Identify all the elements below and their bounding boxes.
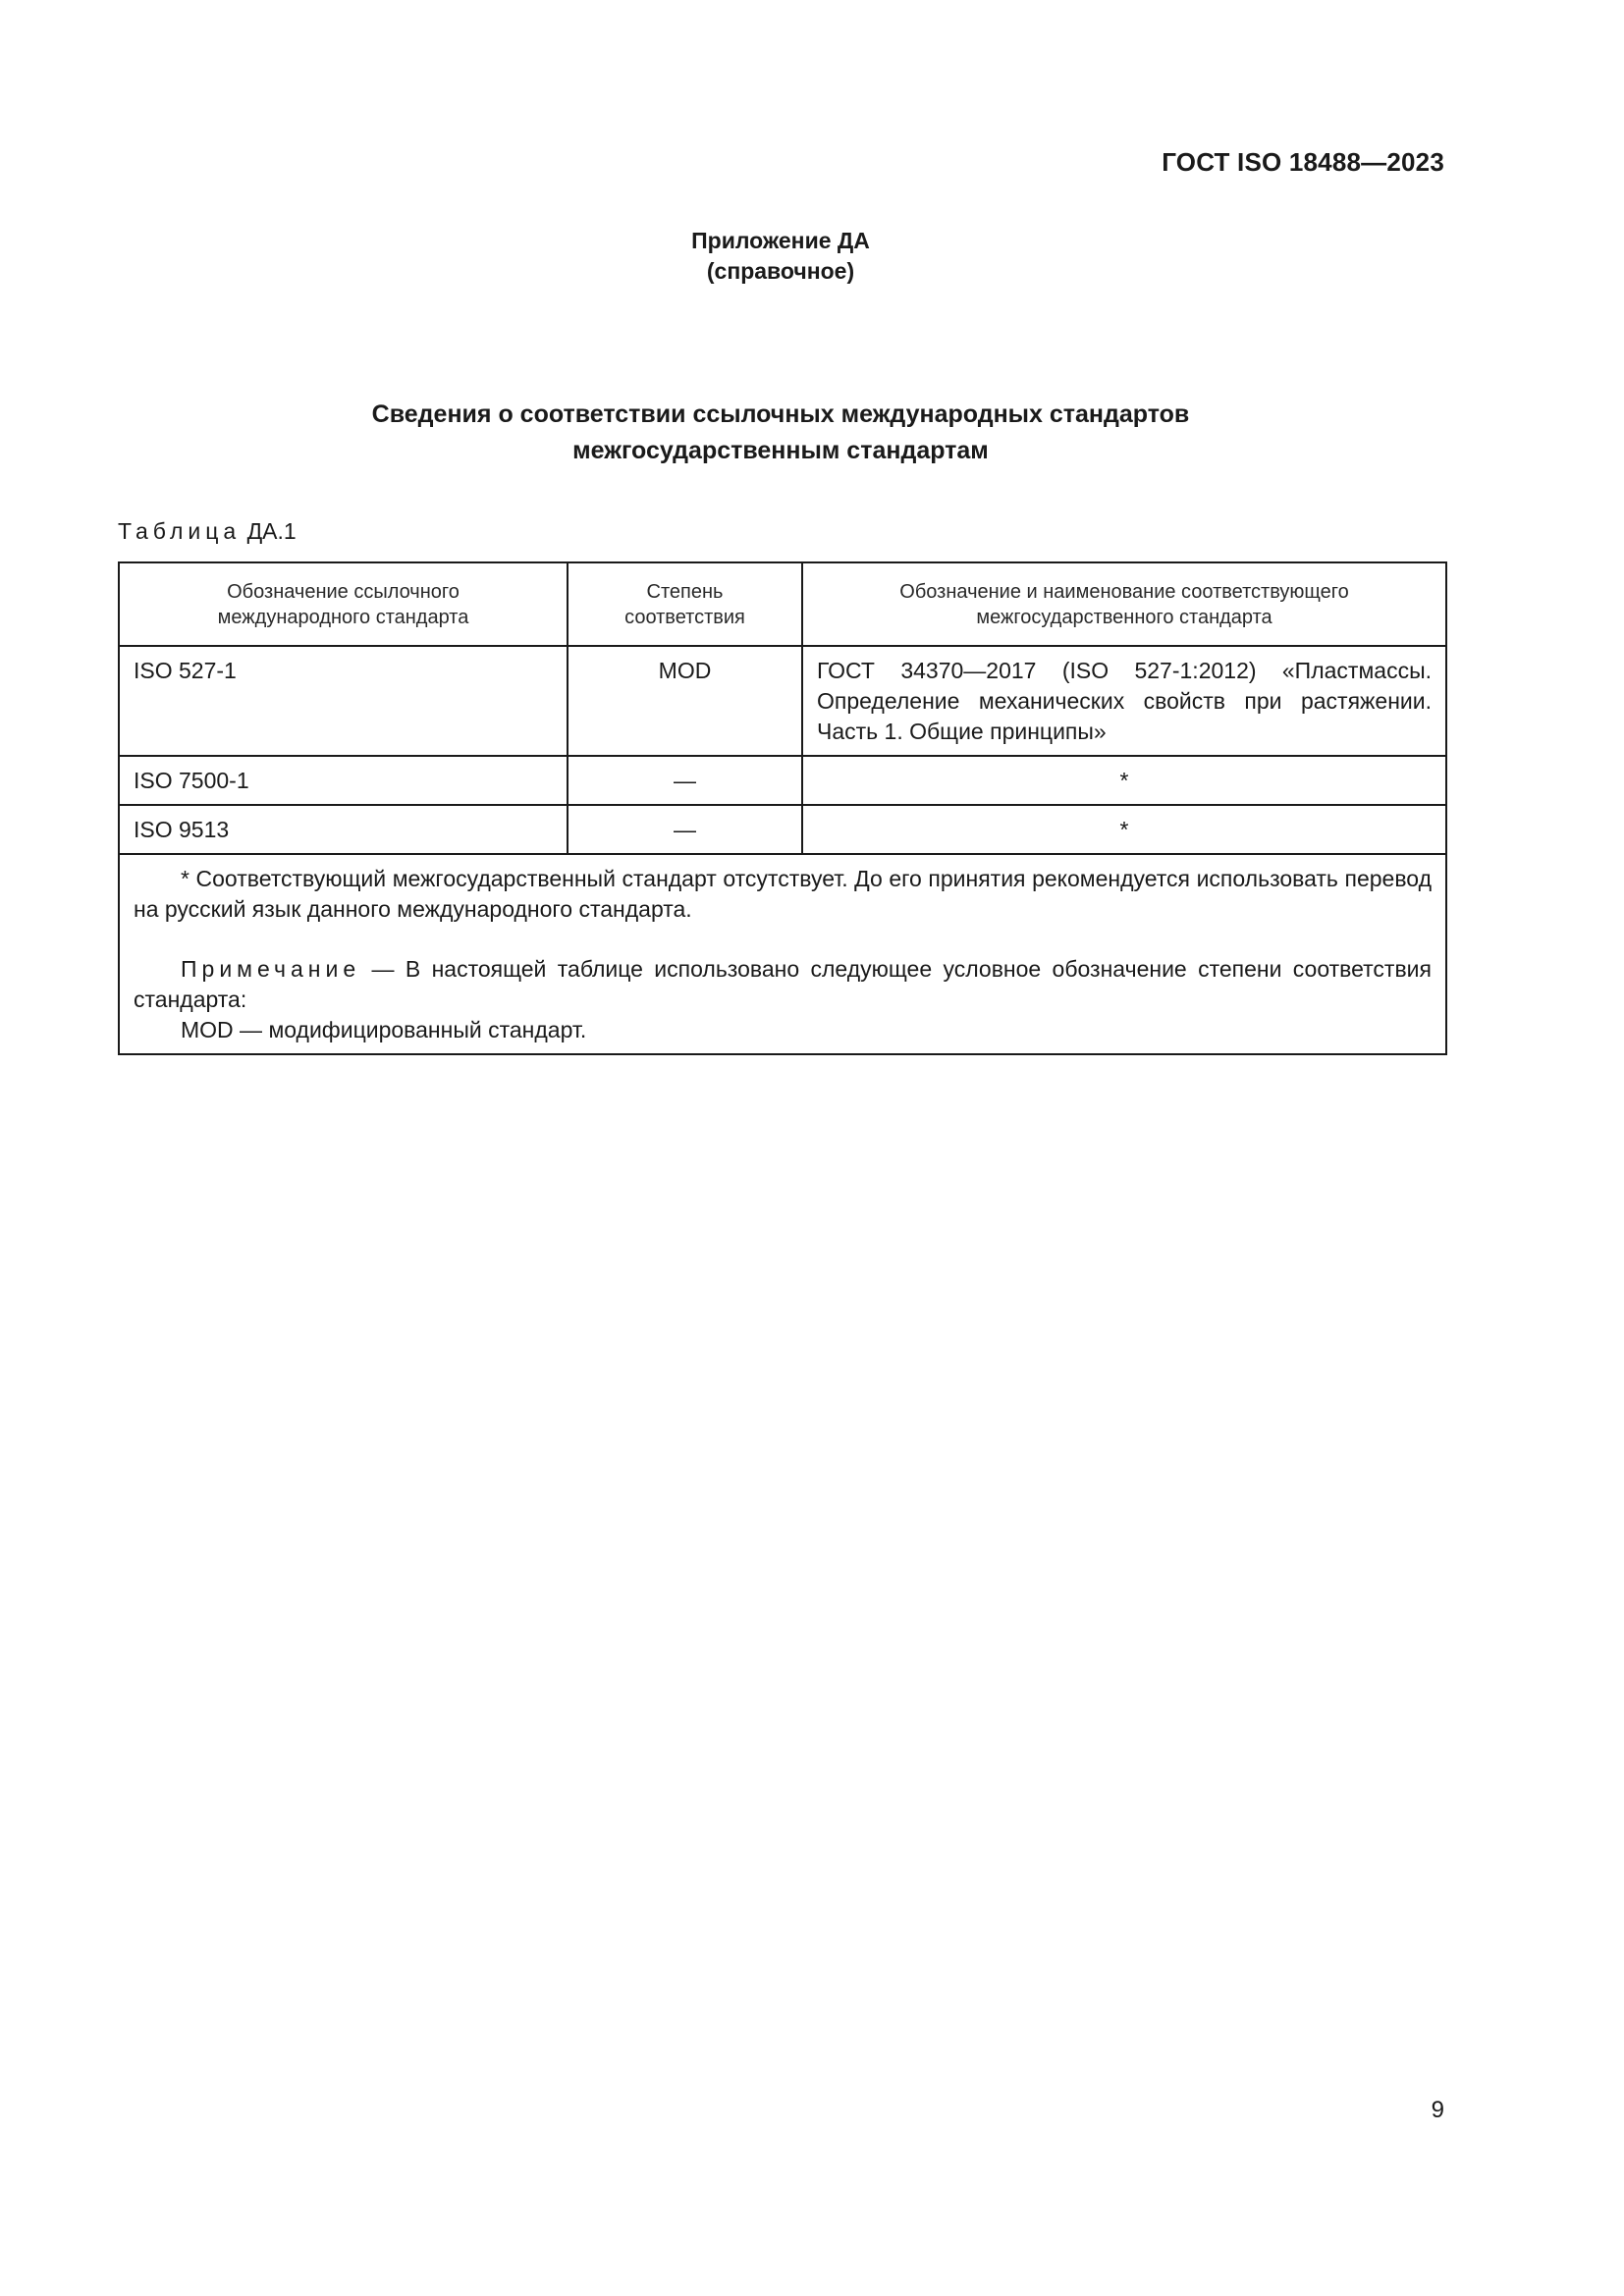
cell-ref: ISO 9513 (119, 805, 568, 854)
table-row (119, 646, 1446, 756)
cell-gost: ГОСТ 34370—2017 (ISO 527-1:2012) «Пластмассы. Определение механических свойств при растяжении. Часть 1. Общие принципы» (802, 646, 1446, 756)
header-gost-line1: Обозначение и наименование соответствующего (899, 580, 1349, 603)
table-row (119, 756, 1446, 805)
header-degree-line2: соответствия (624, 606, 745, 628)
page-number: 9 (1431, 2097, 1444, 2123)
correspondence-table (118, 561, 1447, 1055)
cell-gost: * (802, 756, 1446, 805)
table-row (119, 805, 1446, 854)
cell-degree: — (568, 805, 802, 854)
table-caption (118, 518, 297, 545)
header-ref-standard-line1: Обозначение ссылочного (227, 580, 460, 603)
table-footnote-cell (119, 854, 1446, 1054)
table-caption-number: ДА.1 (246, 518, 297, 544)
header-ref-standard (119, 562, 568, 646)
table-header-row (119, 562, 1446, 646)
header-gost (802, 562, 1446, 646)
table-note-text: — В настоящей таблице использовано следующее условное обозначение степени соответствия стандарта: (134, 956, 1432, 1012)
cell-degree: — (568, 756, 802, 805)
header-degree-line1: Степень (646, 580, 724, 603)
table-footnote: * Соответствующий межгосударственный стандарт отсутствует. До его принятия рекомендуется использовать перевод на русский язык данного международного стандарта. (134, 866, 1432, 922)
table-note-label: Примечание (181, 956, 361, 982)
section-title (0, 397, 1561, 469)
section-title-line2: межгосударственным стандартам (572, 437, 989, 464)
cell-gost: * (802, 805, 1446, 854)
table-footnote-row (119, 854, 1446, 1054)
document-code: ГОСТ ISO 18488—2023 (1162, 147, 1444, 177)
header-gost-line2: межгосударственного стандарта (976, 606, 1272, 628)
appendix-type: (справочное) (706, 258, 855, 284)
appendix-heading (0, 226, 1561, 287)
appendix-title: Приложение ДА (691, 228, 870, 253)
header-ref-standard-line2: международного стандарта (217, 606, 469, 628)
cell-ref: ISO 7500-1 (119, 756, 568, 805)
cell-ref: ISO 527-1 (119, 646, 568, 756)
table-note-mod: MOD — модифицированный стандарт. (181, 1017, 587, 1042)
table-note (134, 954, 1432, 1015)
cell-degree: MOD (568, 646, 802, 756)
table-caption-word: Таблица (118, 518, 242, 544)
section-title-line1: Сведения о соответствии ссылочных международных стандартов (371, 400, 1190, 428)
header-degree (568, 562, 802, 646)
